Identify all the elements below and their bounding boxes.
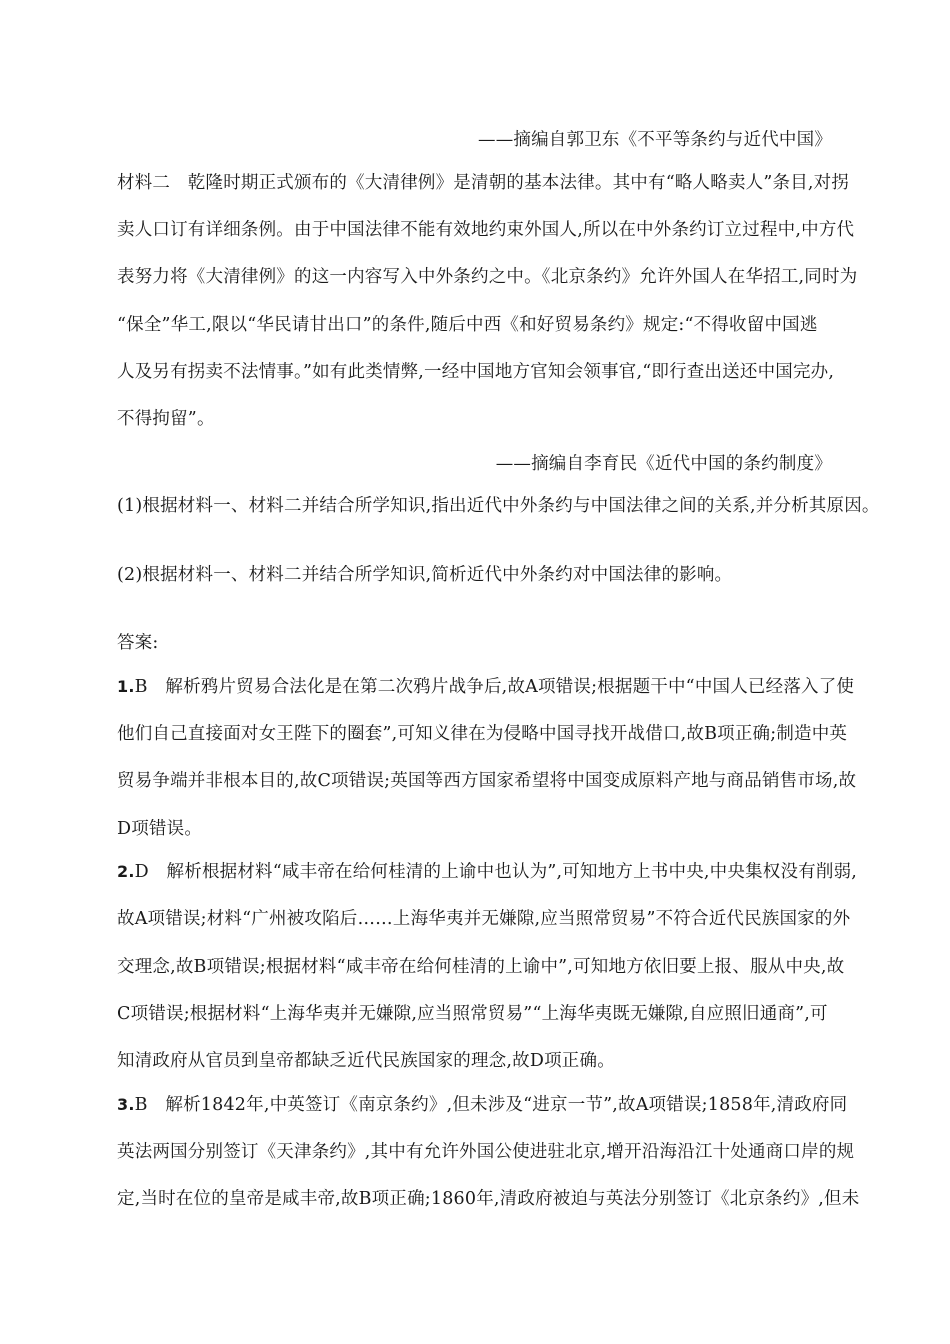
answer-2-line: 故A项错误;材料“广州被攻陷后……上海华夷并无嫌隙,应当照常贸易”不符合近代民族国家的外 (117, 909, 851, 929)
answer-1-line (117, 675, 855, 699)
answer-number: 1. (117, 677, 135, 696)
source-citation-1: ——摘编自郭卫东《不平等条约与近代中国》 (478, 130, 832, 150)
source-citation-2: ——摘编自李育民《近代中国的条约制度》 (495, 454, 832, 474)
answer-number: 3. (117, 1095, 135, 1114)
material-2-line: 材料二 乾隆时期正式颁布的《大清律例》是清朝的基本法律。其中有“略人略卖人”条目,对拐 (117, 173, 850, 193)
answer-1-line: 贸易争端并非根本目的,故C项错误;英国等西方国家希望将中国变成原料产地与商品销售市场,故 (117, 771, 857, 791)
material-2-line: 不得拘留”。 (117, 409, 215, 429)
question-1: (1)根据材料一、材料二并结合所学知识,指出近代中外条约与中国法律之间的关系,并分析其原因。 (117, 496, 880, 516)
material-2-line: 表努力将《大清律例》的这一内容写入中外条约之中。《北京条约》允许外国人在华招工,同时为 (117, 267, 858, 287)
answer-2-line: 交理念,故B项错误;根据材料“咸丰帝在给何桂清的上谕中”,可知地方依旧要上报、服从中央,故 (117, 957, 845, 977)
answer-2-line: 知清政府从官员到皇帝都缺乏近代民族国家的理念,故D项正确。 (117, 1051, 615, 1071)
answer-3-line: 英法两国分别签订《天津条约》,其中有允许外国公使进驻北京,增开沿海沿江十处通商口岸的规 (117, 1142, 855, 1162)
answer-text: B 解析1842年,中英签订《南京条约》,但未涉及“进京一节”,故A项错误;1858年,清政府同 (134, 1095, 848, 1115)
material-2-line: “保全”华工,限以“华民请甘出口”的条件,随后中西《和好贸易条约》规定:“不得收留中国逃 (117, 315, 818, 335)
answer-3-line (117, 1093, 848, 1117)
answer-2-line: C项错误;根据材料“上海华夷并无嫌隙,应当照常贸易”“上海华夷既无嫌隙,自应照旧通商”,可 (117, 1004, 828, 1024)
answer-text: B 解析鸦片贸易合法化是在第二次鸦片战争后,故A项错误;根据题干中“中国人已经落入了使 (134, 677, 855, 697)
answer-2-line (117, 860, 858, 884)
answers-heading: 答案: (117, 633, 159, 653)
answer-text: D 解析根据材料“咸丰帝在给何桂清的上谕中也认为”,可知地方上书中央,中央集权没有削弱, (134, 862, 858, 882)
material-2-line: 人及另有拐卖不法情事。”如有此类情弊,一经中国地方官知会领事官,“即行查出送还中国完办, (117, 362, 835, 382)
answer-1-line: 他们自己直接面对女王陛下的圈套”,可知义律在为侵略中国寻找开战借口,故B项正确;制造中英 (117, 724, 848, 744)
material-2-line: 卖人口订有详细条例。由于中国法律不能有效地约束外国人,所以在中外条约订立过程中,中方代 (117, 220, 855, 240)
answer-number: 2. (117, 862, 135, 881)
answer-1-line: D项错误。 (117, 819, 203, 839)
answer-3-line: 定,当时在位的皇帝是咸丰帝,故B项正确;1860年,清政府被迫与英法分别签订《北京条约》,但未 (117, 1189, 860, 1209)
question-2: (2)根据材料一、材料二并结合所学知识,简析近代中外条约对中国法律的影响。 (117, 565, 733, 585)
